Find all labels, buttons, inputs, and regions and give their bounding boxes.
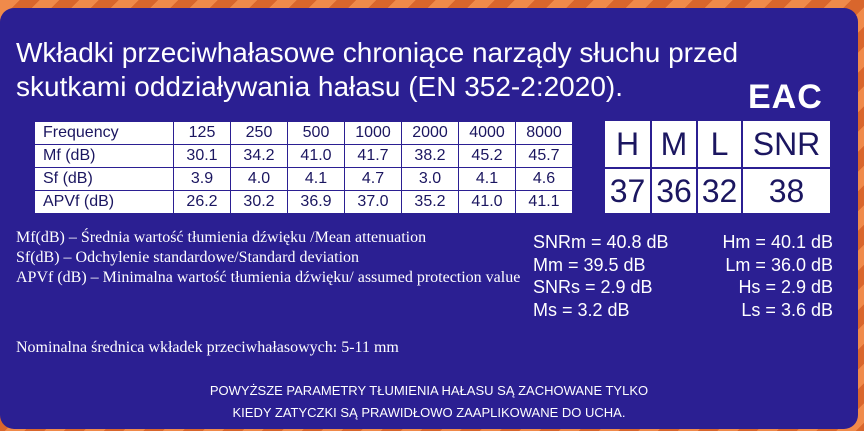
label-card: [0, 8, 858, 429]
row-label: APVf (dB): [35, 191, 174, 214]
stat-snrm: SNRm = 40.8 dB: [533, 232, 669, 252]
legend: [16, 228, 526, 288]
stat-lm: Lm = 36.0 dB: [725, 254, 833, 275]
table-row: [35, 122, 573, 145]
title-line-1: Wkładki przeciwhałasowe chroniące narządy słuchu przed: [16, 37, 739, 68]
page-title: [16, 36, 816, 104]
frequency-cell: 1000: [345, 122, 402, 145]
frequency-cell: 8000: [516, 122, 573, 145]
table-row: [35, 168, 573, 191]
stats-row: [533, 254, 833, 277]
hml-header-l: L: [698, 121, 741, 167]
value-cell: 45.7: [516, 145, 573, 168]
nominal-diameter: Nominalna średnica wkładek przeciwhałasowych: 5-11 mm: [16, 339, 399, 356]
frequency-cell: 125: [174, 122, 231, 145]
value-cell: 34.2: [231, 145, 288, 168]
stat-mm: Mm = 39.5 dB: [533, 254, 646, 275]
value-cell: 4.1: [288, 168, 345, 191]
title-line-2: skutkami oddziaływania hałasu (EN 352-2:2020).: [16, 71, 623, 102]
value-cell: 36.9: [288, 191, 345, 214]
hml-header-m: M: [652, 121, 696, 167]
stats-row: [533, 276, 833, 299]
table-row: [35, 191, 573, 214]
legend-apvf: APVf (dB) – Minimalna wartość tłumienia dźwięku/ assumed protection value: [16, 269, 521, 286]
table-row: [35, 145, 573, 168]
stats-row: [533, 231, 833, 254]
eac-mark: EAC: [748, 78, 823, 116]
stat-hs: Hs = 2.9 dB: [738, 277, 833, 297]
hml-value-snr: 38: [743, 169, 830, 213]
notice-line-1: POWYŻSZE PARAMETRY TŁUMIENIA HAŁASU SĄ ZACHOWANE TYLKO: [209, 383, 649, 398]
frequency-cell: 4000: [459, 122, 516, 145]
stat-snrs: SNRs = 2.9 dB: [533, 277, 653, 297]
value-cell: 41.7: [345, 145, 402, 168]
value-cell: 37.0: [345, 191, 402, 214]
stat-ms: Ms = 3.2 dB: [533, 299, 630, 320]
hml-value-h: 37: [605, 169, 650, 213]
value-cell: 41.1: [516, 191, 573, 214]
value-cell: 35.2: [402, 191, 459, 214]
stat-hm: Hm = 40.1 dB: [722, 232, 833, 252]
row-label: Sf (dB): [35, 168, 174, 191]
value-cell: 41.0: [288, 145, 345, 168]
frequency-cell: 500: [288, 122, 345, 145]
value-cell: 41.0: [459, 191, 516, 214]
hml-snr-table: [605, 121, 830, 213]
legend-mf: Mf(dB) – Średnia wartość tłumienia dźwięku /Mean attenuation: [16, 229, 427, 246]
value-cell: 38.2: [402, 145, 459, 168]
value-cell: 4.1: [459, 168, 516, 191]
attenuation-table: [34, 121, 573, 214]
hml-value-m: 36: [652, 169, 696, 213]
hml-header-h: H: [605, 121, 650, 167]
value-cell: 4.7: [345, 168, 402, 191]
hml-header-snr: SNR: [743, 121, 830, 167]
value-cell: 30.2: [231, 191, 288, 214]
stats-block: [533, 231, 833, 321]
value-cell: 3.9: [174, 168, 231, 191]
value-cell: 30.1: [174, 145, 231, 168]
legend-sf: Sf(dB) – Odchylenie standardowe/Standard deviation: [16, 249, 360, 266]
value-cell: 45.2: [459, 145, 516, 168]
row-label: Mf (dB): [35, 145, 174, 168]
usage-notice: [0, 380, 858, 424]
stats-row: [533, 299, 833, 322]
notice-line-2: KIEDY ZATYCZKI SĄ PRAWIDŁOWO ZAAPLIKOWANE DO UCHA.: [232, 405, 626, 420]
value-cell: 4.6: [516, 168, 573, 191]
frequency-cell: 2000: [402, 122, 459, 145]
value-cell: 4.0: [231, 168, 288, 191]
stat-ls: Ls = 3.6 dB: [741, 299, 833, 320]
hml-value-l: 32: [698, 169, 741, 213]
frequency-cell: 250: [231, 122, 288, 145]
row-label: Frequency: [35, 122, 174, 145]
value-cell: 3.0: [402, 168, 459, 191]
value-cell: 26.2: [174, 191, 231, 214]
